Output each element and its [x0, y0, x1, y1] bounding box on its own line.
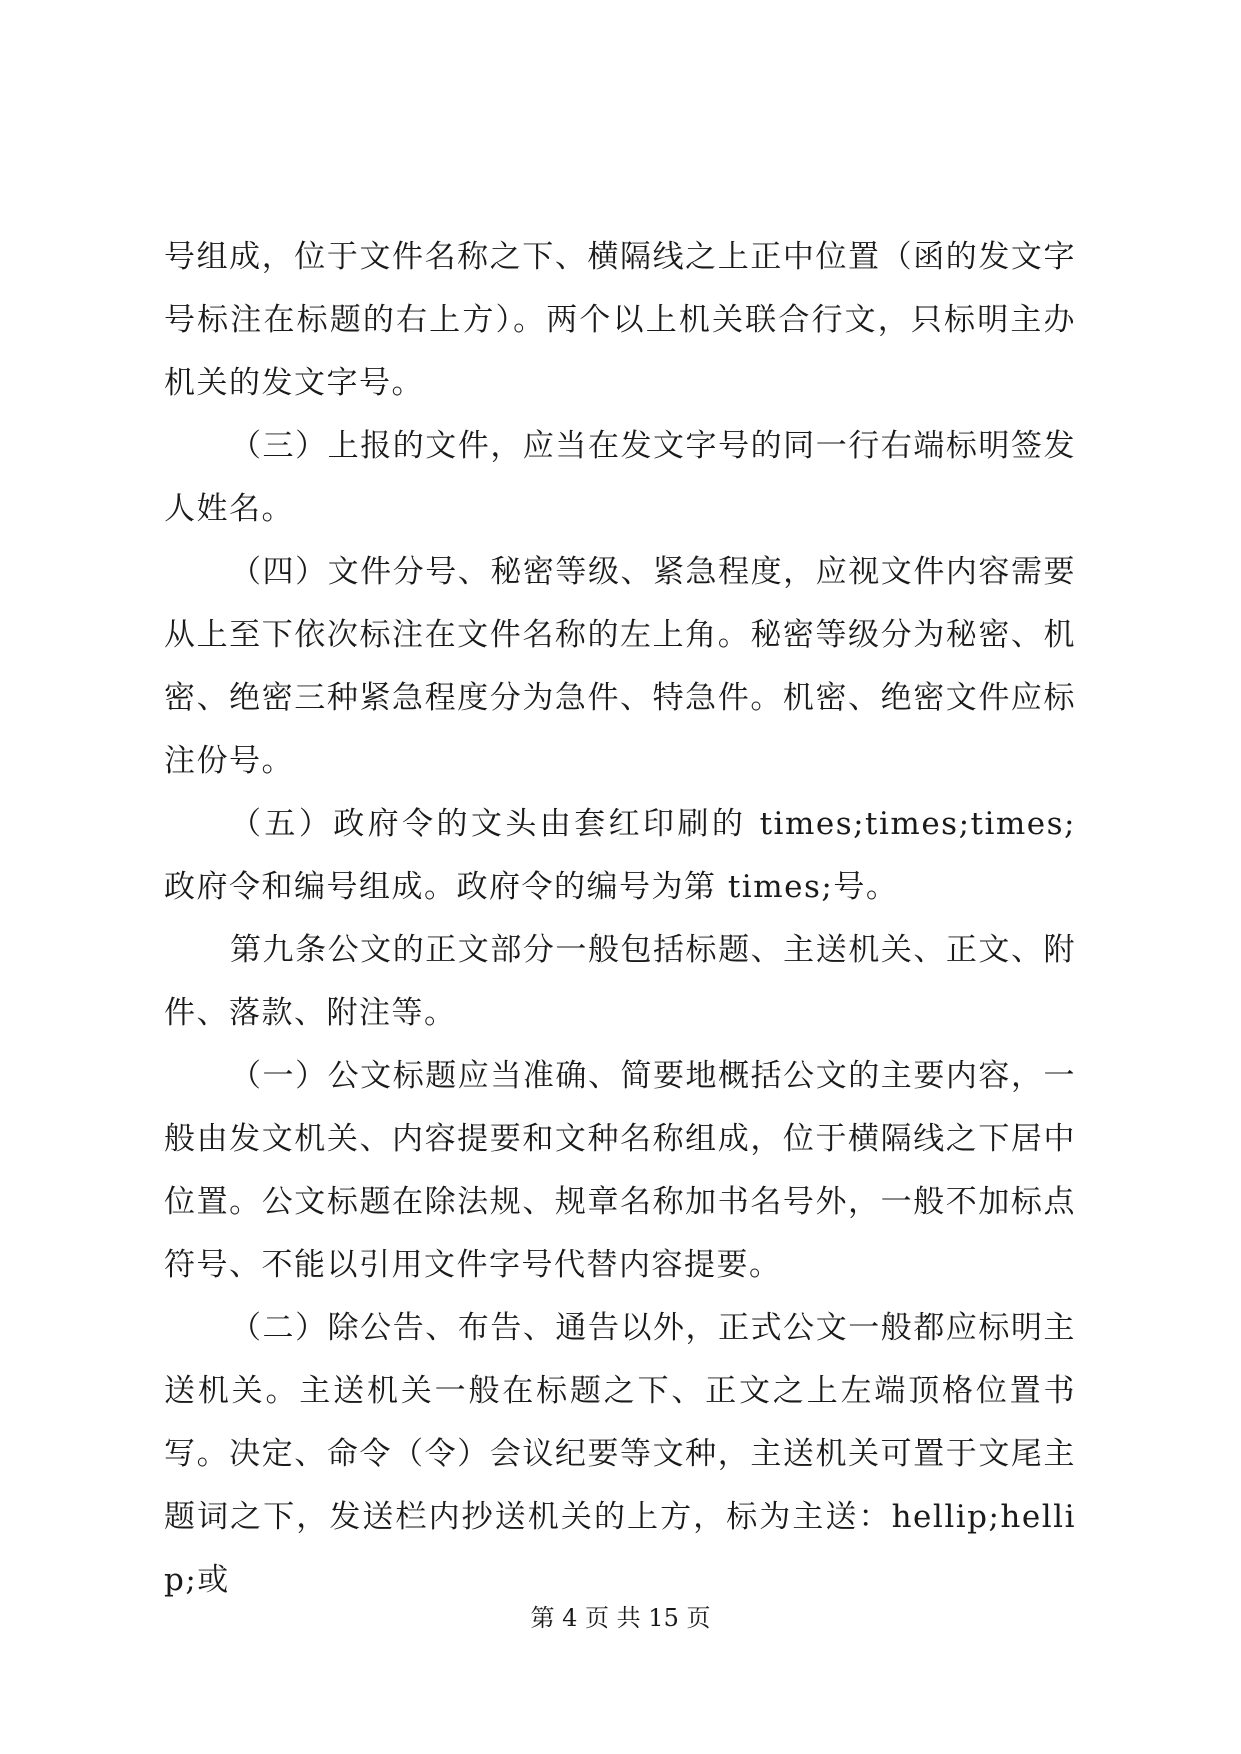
paragraph-item-3: （三）上报的文件，应当在发文字号的同一行右端标明签发人姓名。	[164, 428, 1076, 527]
paragraph-sub-item-2: （二）除公告、布告、通告以外，正式公文一般都应标明主送机关。主送机关一般在标题之下、正文之上左端顶格位置书写。决定、命令（令）会议纪要等文种，主送机关可置于文尾主题词之下，发送栏内抄送机关的上方，标为主送：hellip;hellip;或	[164, 1310, 1076, 1598]
paragraph-article-9: 第九条公文的正文部分一般包括标题、主送机关、正文、附件、落款、附注等。	[164, 932, 1076, 1031]
paragraph-continuation: 号组成，位于文件名称之下、横隔线之上正中位置（函的发文字号标注在标题的右上方）。两个以上机关联合行文，只标明主办机关的发文字号。	[164, 239, 1076, 401]
paragraph-item-5: （五）政府令的文头由套红印刷的 times;times;times;政府令和编号组成。政府令的编号为第 times;号。	[164, 806, 1076, 905]
document-body	[164, 226, 1076, 1612]
paragraph-sub-item-1: （一）公文标题应当准确、简要地概括公文的主要内容，一般由发文机关、内容提要和文种名称组成，位于横隔线之下居中位置。公文标题在除法规、规章名称加书名号外，一般不加标点符号、不能以引用文件字号代替内容提要。	[164, 1058, 1076, 1283]
paragraph-item-4: （四）文件分号、秘密等级、紧急程度，应视文件内容需要从上至下依次标注在文件名称的左上角。秘密等级分为秘密、机密、绝密三种紧急程度分为急件、特急件。机密、绝密文件应标注份号。	[164, 554, 1076, 779]
page-number-footer: 第 4 页 共 15 页	[530, 1604, 711, 1632]
